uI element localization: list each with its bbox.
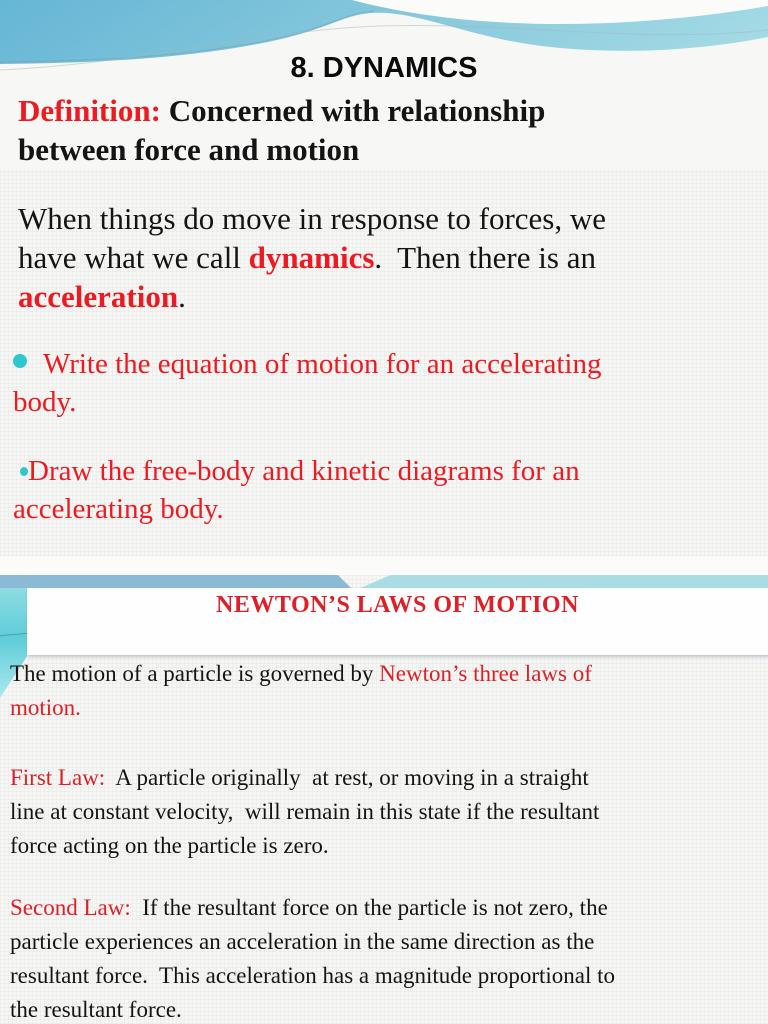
objective-item-equation-text: Write the equation of motion for an accelerating body. (13, 348, 602, 418)
top-bar-blue-segment (0, 575, 352, 589)
bullet-dot-icon (20, 467, 28, 476)
slide2-top-bar (0, 575, 768, 589)
first-law-paragraph: First Law: A particle originally at rest, or moving in a straight line at constant velocity, will remain in this state if the resultant force acting on the particle is zero. (10, 765, 600, 858)
bullet-disc-icon (13, 354, 27, 368)
slide2-title-panel (27, 588, 768, 655)
definition-text: Definition: Concerned with relationship between force and motion (18, 93, 546, 167)
slide2-title: NEWTON’S LAWS OF MOTION (216, 592, 579, 618)
newtons-laws-intro: The motion of a particle is governed by Newton’s three laws of motion. (10, 661, 592, 720)
slide1-title: 8. DYNAMICS (290, 52, 478, 84)
top-bar-teal-segment (358, 575, 768, 589)
intro-paragraph: When things do move in response to forces, we have what we call dynamics. Then there is an acceleration. (18, 201, 607, 314)
second-law-paragraph: Second Law: If the resultant force on the particle is not zero, the particle experiences an acceleration in the same direction as the resultant force. This acceleration has a magnitude proportional to the resultant force. (10, 895, 616, 1022)
slide-newtons-laws (0, 575, 768, 1024)
objective-item-diagrams (13, 452, 580, 528)
objective-item-equation (13, 345, 601, 421)
objective-item-diagrams-text: Draw the free-body and kinetic diagrams for an accelerating body. (13, 455, 580, 525)
